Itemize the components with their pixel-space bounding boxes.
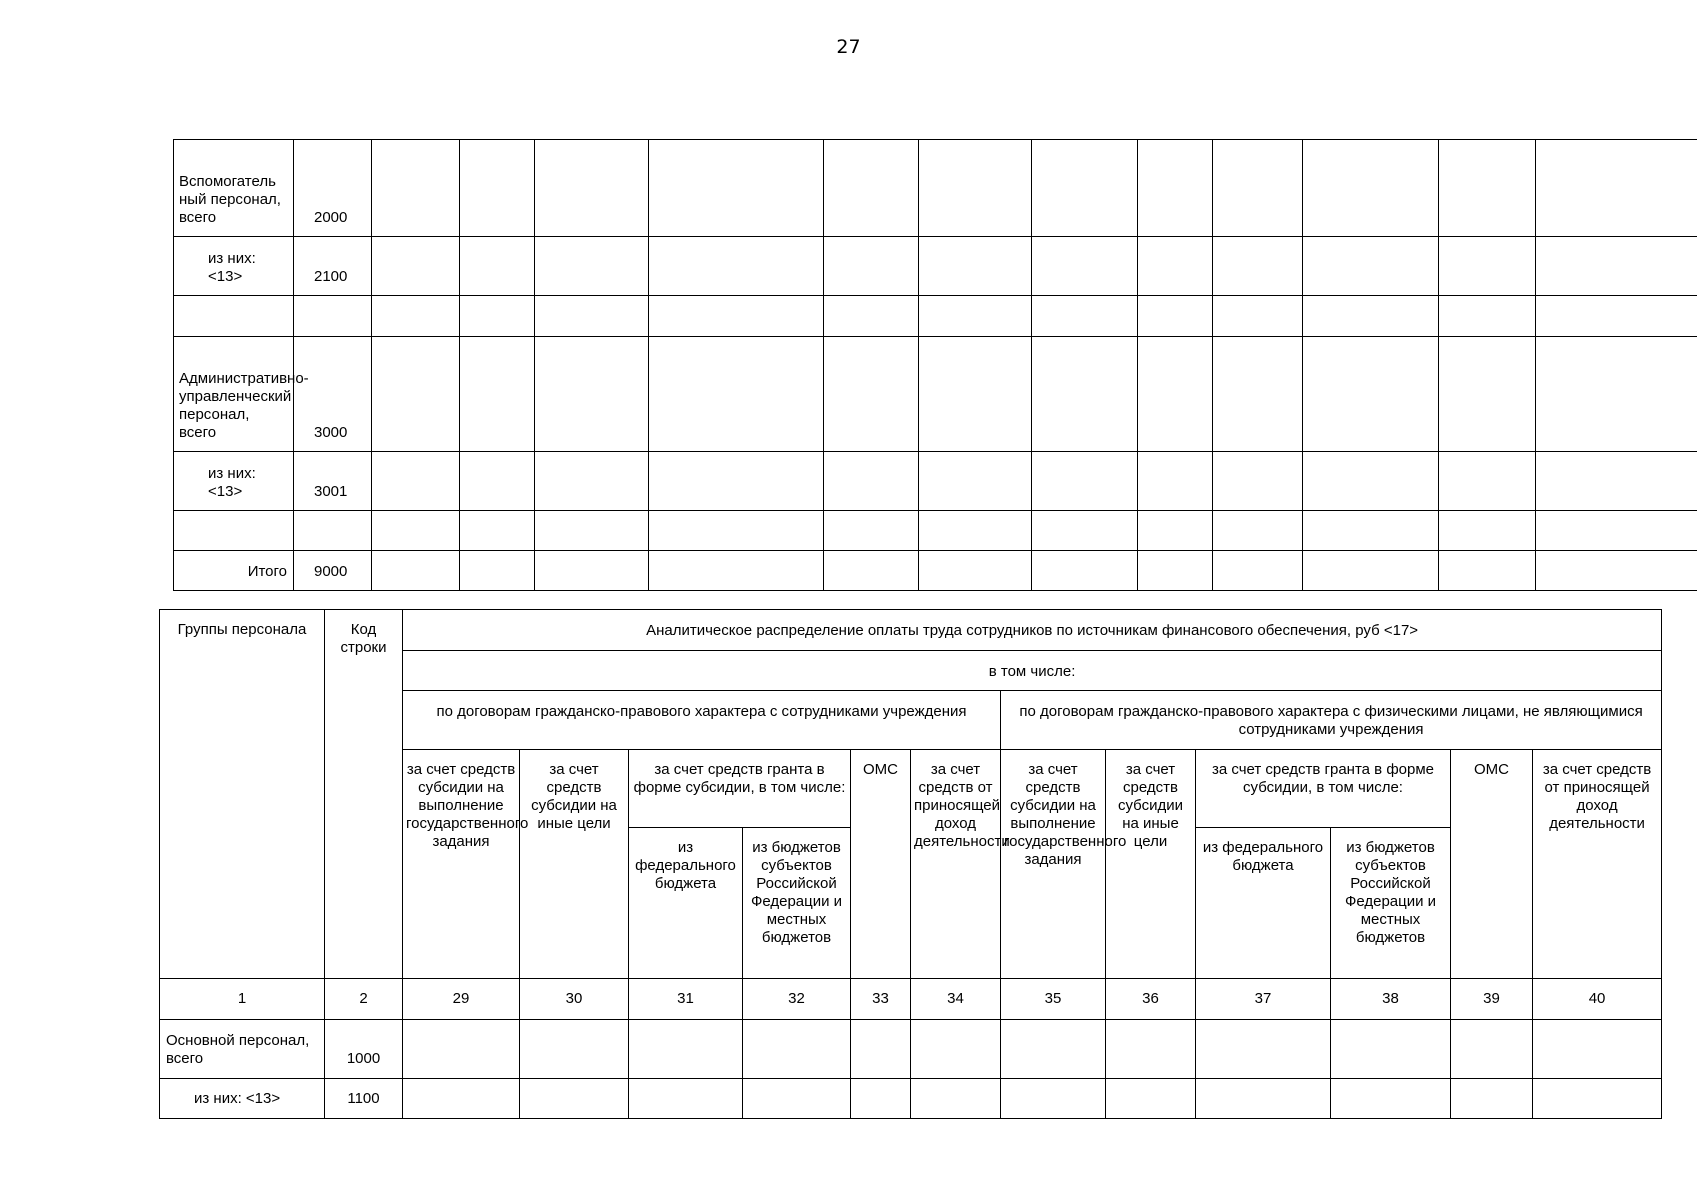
code-cell: 2000 [294, 140, 372, 237]
code-cell [294, 511, 372, 551]
group-cell [174, 296, 294, 337]
employee-contracts-header: по договорам гражданско-правового характера с сотрудниками учреждения [403, 691, 1001, 750]
salary-distribution-table [159, 609, 1662, 1119]
col-grant: за счет средств гранта в форме субсидии, в том числе: [1196, 750, 1451, 828]
col-subsidy-other: за счет средств субсидии на иные цели [1106, 750, 1196, 979]
code-cell [294, 296, 372, 337]
including-header: в том числе: [403, 651, 1662, 691]
column-number: 30 [520, 979, 629, 1020]
group-cell: Административно- управленческий персонал, всего [174, 337, 294, 452]
group-cell: из них: <13> [160, 1079, 325, 1119]
page-number: 27 [836, 36, 861, 58]
table-row [160, 1020, 1662, 1079]
table-row [174, 452, 1697, 511]
column-number: 2 [325, 979, 403, 1020]
col-subsidy-task: за счет средств субсидии на выполнение государственного задания [1001, 750, 1106, 979]
column-number: 31 [629, 979, 743, 1020]
col-grant: за счет средств гранта в форме субсидии, в том числе: [629, 750, 851, 828]
code-cell: 3001 [294, 452, 372, 511]
total-label: Итого [174, 551, 294, 591]
column-number: 35 [1001, 979, 1106, 1020]
header-row [160, 610, 1662, 651]
total-row [174, 551, 1697, 591]
column-number: 40 [1533, 979, 1662, 1020]
code-cell: 9000 [294, 551, 372, 591]
column-number-row [160, 979, 1662, 1020]
col-grant-federal: из федерального бюджета [629, 828, 743, 979]
individual-contracts-header: по договорам гражданско-правового характера с физическими лицами, не являющимися сотрудниками учреждения [1001, 691, 1662, 750]
column-number: 39 [1451, 979, 1533, 1020]
col-grant-regional: из бюджетов субъектов Российской Федерации и местных бюджетов [1331, 828, 1451, 979]
code-cell: 2100 [294, 237, 372, 296]
group-cell: Основной персонал, всего [160, 1020, 325, 1079]
col-grant-federal: из федерального бюджета [1196, 828, 1331, 979]
column-number: 38 [1331, 979, 1451, 1020]
code-cell: 1100 [325, 1079, 403, 1119]
table-row [174, 296, 1697, 337]
table-row [174, 237, 1697, 296]
code-cell: 1000 [325, 1020, 403, 1079]
group-cell: из них: <13> [174, 237, 294, 296]
column-number: 37 [1196, 979, 1331, 1020]
code-header: Код строки [325, 610, 403, 979]
col-income: за счет средств от приносящей доход деятельности [911, 750, 1001, 979]
group-cell: Вспомогатель ный персонал, всего [174, 140, 294, 237]
col-oms: ОМС [851, 750, 911, 979]
group-header: Группы персонала [160, 610, 325, 979]
col-subsidy-task: за счет средств субсидии на выполнение государственного задания [403, 750, 520, 979]
table-row [174, 140, 1697, 237]
column-number: 34 [911, 979, 1001, 1020]
col-oms: ОМС [1451, 750, 1533, 979]
column-number: 33 [851, 979, 911, 1020]
table-title: Аналитическое распределение оплаты труда сотрудников по источникам финансового обеспечения, руб <17> [403, 610, 1662, 651]
staff-continuation-table [173, 139, 1697, 591]
group-cell: из них: <13> [174, 452, 294, 511]
table-row [160, 1079, 1662, 1119]
column-number: 1 [160, 979, 325, 1020]
column-number: 29 [403, 979, 520, 1020]
column-number: 32 [743, 979, 851, 1020]
group-cell [174, 511, 294, 551]
column-number: 36 [1106, 979, 1196, 1020]
col-grant-regional: из бюджетов субъектов Российской Федерации и местных бюджетов [743, 828, 851, 979]
table-row [174, 337, 1697, 452]
table-row [174, 511, 1697, 551]
code-cell: 3000 [294, 337, 372, 452]
col-subsidy-other: за счет средств субсидии на иные цели [520, 750, 629, 979]
col-income: за счет средств от приносящей доход деятельности [1533, 750, 1662, 979]
